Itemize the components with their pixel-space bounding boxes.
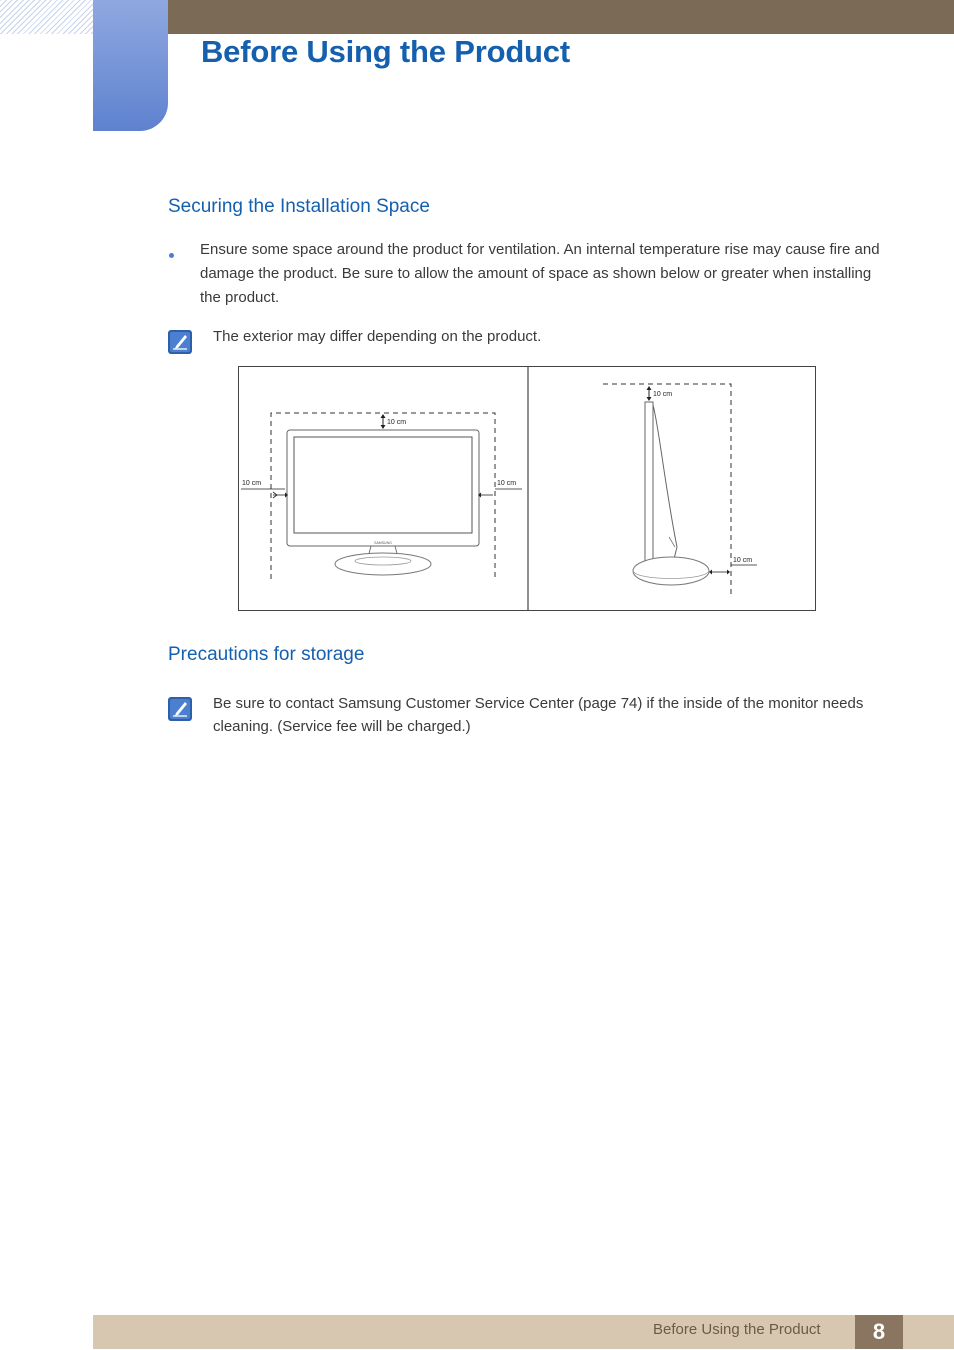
page-title: Before Using the Product	[201, 34, 570, 69]
footer-chapter-label: Before Using the Product	[653, 1321, 821, 1338]
note-text-exterior: The exterior may differ depending on the product.	[213, 328, 542, 345]
footer-bar	[93, 1315, 954, 1349]
section-heading-storage: Precautions for storage	[168, 644, 365, 665]
front-right-clearance-label: 10 cm	[497, 480, 517, 487]
note-text-service-center: Be sure to contact Samsung Customer Service Center (page 74) if the inside of the monitor needs cleaning. (Service fee will be charged.)	[213, 695, 864, 735]
side-top-clearance-label: 10 cm	[653, 391, 673, 398]
note-pencil-icon	[168, 697, 192, 721]
front-view	[241, 413, 522, 579]
bullet-dot	[169, 253, 174, 258]
header-hatch-pattern	[0, 0, 93, 34]
front-top-clearance-label: 10 cm	[387, 419, 407, 426]
header-bar	[168, 0, 954, 34]
front-left-clearance-label: 10 cm	[242, 480, 262, 487]
note-pencil-icon	[168, 330, 192, 354]
page-number: 8	[855, 1315, 903, 1349]
installation-space-figure	[238, 366, 816, 611]
section-heading-installation-space: Securing the Installation Space	[168, 196, 430, 217]
installation-space-diagram	[239, 367, 816, 611]
chapter-tab	[93, 0, 168, 131]
front-brand-label: SAMSUNG	[374, 541, 392, 545]
side-rear-clearance-label: 10 cm	[733, 557, 753, 564]
bullet-text-ventilation: Ensure some space around the product for ventilation. An internal temperature rise may cause fire and damage the product. Be sure to allow the amount of space as shown below or greater when installing the product.	[200, 241, 880, 306]
side-view	[603, 384, 757, 595]
